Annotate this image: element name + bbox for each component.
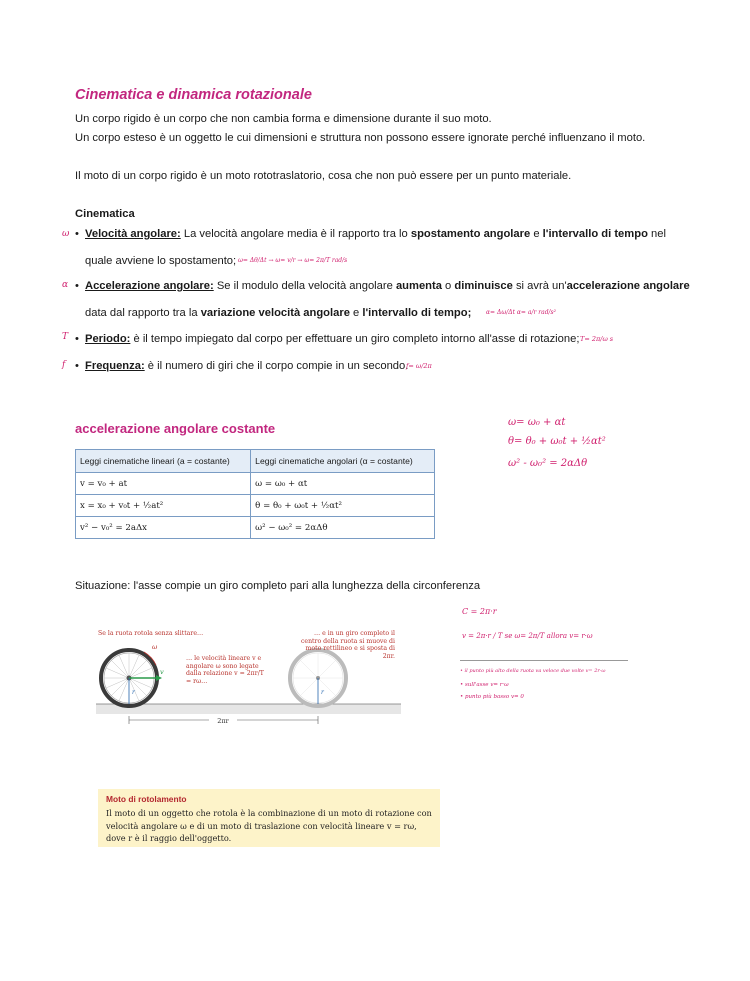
accel-bold-2: diminuisce: [454, 280, 513, 292]
table-header-linear: Leggi cinematiche lineari (a = costante): [76, 450, 251, 473]
table-cell: v = v₀ + at: [76, 473, 251, 495]
hand-v-formula: v = 2π·r / T se ω= 2π/T allora v= r·ω: [462, 632, 593, 640]
accel-bold-1: aumenta: [395, 280, 442, 292]
v-symbol: v: [160, 668, 164, 676]
figure-label-right: … e in un giro completo il centro della ruota si muove di moto rettilineo e si sposta di 2πr.: [300, 630, 395, 660]
section-heading-accel-costante: accelerazione angolare costante: [75, 421, 276, 436]
accel-line-2: [85, 306, 471, 320]
hand-omega-formula: ω= Δθ/Δt → ω= v/r → ω= 2π/T rad/s: [238, 257, 348, 264]
figure-label-mid: … le velocità lineare v e angolare ω sono legate dalla relazione v = 2πr/T = rω…: [186, 655, 264, 685]
ground: [96, 704, 401, 714]
velocita-text-1: La velocità angolare media è il rapporto tra lo: [180, 228, 411, 240]
hand-T-formula: T= 2π/ω s: [580, 335, 614, 343]
omega-symbol: ω: [152, 643, 158, 651]
hand-circumference: C = 2π·r: [462, 607, 497, 616]
hand-eq-2: θ= θ₀ + ω₀t + ½αt²: [508, 436, 606, 447]
accel-text-1: Se il modulo della velocità angolare: [213, 280, 396, 292]
table-cell: x = x₀ + v₀t + ½at²: [76, 495, 251, 517]
table-row: [76, 473, 435, 495]
bullet-frequenza: • Frequenza: è il numero di giri che il corpo compie in un secondo.: [75, 360, 409, 372]
r-symbol-left: r: [132, 689, 135, 696]
term-frequenza: Frequenza:: [85, 360, 145, 372]
table-cell: θ = θ₀ + ω₀t + ½αt²: [251, 495, 435, 517]
table-row: [76, 517, 435, 539]
hand-f-formula: f= ω/2π: [406, 362, 432, 370]
frequenza-text: è il numero di giri che il corpo compie in un secondo.: [144, 360, 409, 372]
situazione-text: Situazione: l'asse compie un giro completo pari alla lunghezza della circonferenza: [75, 580, 481, 592]
margin-f: f: [62, 360, 66, 370]
hand-eq-1: ω= ω₀ + αt: [508, 417, 566, 428]
intro-line-2: Un corpo esteso è un oggetto le cui dimensioni e struttura non possono essere ignorate perché influenzano il moto.: [75, 132, 646, 144]
section-heading-cinematica: Cinematica: [75, 208, 135, 220]
table-header-angular: Leggi cinematiche angolari (α = costante): [251, 450, 435, 473]
intro-line-1: Un corpo rigido è un corpo che non cambia forma e dimensione durante il suo moto.: [75, 113, 492, 125]
table-cell: ω = ω₀ + αt: [251, 473, 435, 495]
term-velocita-angolare: Velocità angolare:: [85, 228, 181, 240]
table-cell: v² − v₀² = 2aΔx: [76, 517, 251, 539]
figure-label-left: Se la ruota rotola senza slittare…: [98, 630, 204, 637]
term-accelerazione-angolare: Accelerazione angolare:: [85, 280, 214, 292]
hand-note-1: • il punto più alto della ruota va veloce due volte v= 2r·ω: [460, 668, 606, 674]
margin-alpha: α: [62, 280, 69, 290]
margin-T: T: [62, 332, 69, 342]
table-cell: ω² − ω₀² = 2αΔθ: [251, 517, 435, 539]
velocita-bold-1: spostamento angolare: [410, 228, 531, 240]
hand-eq-3: ω² - ω₀² = 2αΔθ: [508, 458, 588, 469]
table-header-row: [76, 450, 435, 473]
term-periodo: Periodo:: [85, 333, 131, 345]
velocita-text-3: nel: [647, 228, 666, 240]
accel-text-2: o: [441, 280, 455, 292]
distance-label: 2πr: [217, 717, 229, 725]
page-title: Cinematica e dinamica rotazionale: [75, 87, 312, 103]
velocita-text-2: e: [530, 228, 543, 240]
hand-divider: [460, 660, 628, 661]
accel-line2-b: variazione velocità angolare: [200, 307, 350, 319]
table-row: [76, 495, 435, 517]
kinematic-laws-table: [75, 449, 435, 539]
wheel-left: [101, 650, 162, 706]
periodo-text: è il tempo impiegato dal corpo per effettuare un giro completo intorno all'asse di rotazione;: [130, 333, 580, 345]
accel-line2-a: data dal rapporto tra la: [85, 307, 201, 319]
r-symbol-right: r: [321, 689, 324, 696]
velocita-bold-2: l'intervallo di tempo: [542, 228, 648, 240]
accel-line2-c: e: [349, 307, 363, 319]
accel-text-3: si avrà un': [512, 280, 567, 292]
bullet-velocita-angolare: • Velocità angolare: La velocità angolare media è il rapporto tra lo spostamento angolare e l'intervallo di tempo nel: [75, 228, 666, 240]
bullet-periodo: • Periodo: è il tempo impiegato dal corpo per effettuare un giro completo intorno all'asse di rotazione;: [75, 333, 580, 345]
accel-bold-3: accelerazione angolare: [566, 280, 690, 292]
hand-note-3: • punto più basso v= 0: [460, 694, 524, 700]
hand-alpha-formula: α= Δω/Δt α= a/r rad/s²: [486, 309, 557, 316]
hand-note-2: • sull'asse v= r·ω: [460, 682, 509, 688]
note-moto-rotolamento: [98, 789, 440, 847]
note-title: Moto di rotolamento: [106, 794, 187, 804]
velocita-line-2: quale avviene lo spostamento;: [85, 255, 237, 267]
margin-omega: ω: [62, 229, 70, 239]
accel-line2-d: l'intervallo di tempo;: [362, 307, 472, 319]
bullet-accelerazione-angolare: • Accelerazione angolare: Se il modulo della velocità angolare aumenta o diminuisce si avrà un'accelerazione angolare: [75, 280, 690, 292]
note-body: Il moto di un oggetto che rotola è la combinazione di un moto di rotazione con velocità angolare ω e di un moto di traslazione con velocità lineare v = rω, dove r è il raggio dell'oggetto.: [106, 808, 432, 844]
rototraslatorio-text: Il moto di un corpo rigido è un moto rototraslatorio, cosa che non può essere per un punto materiale.: [75, 170, 572, 182]
